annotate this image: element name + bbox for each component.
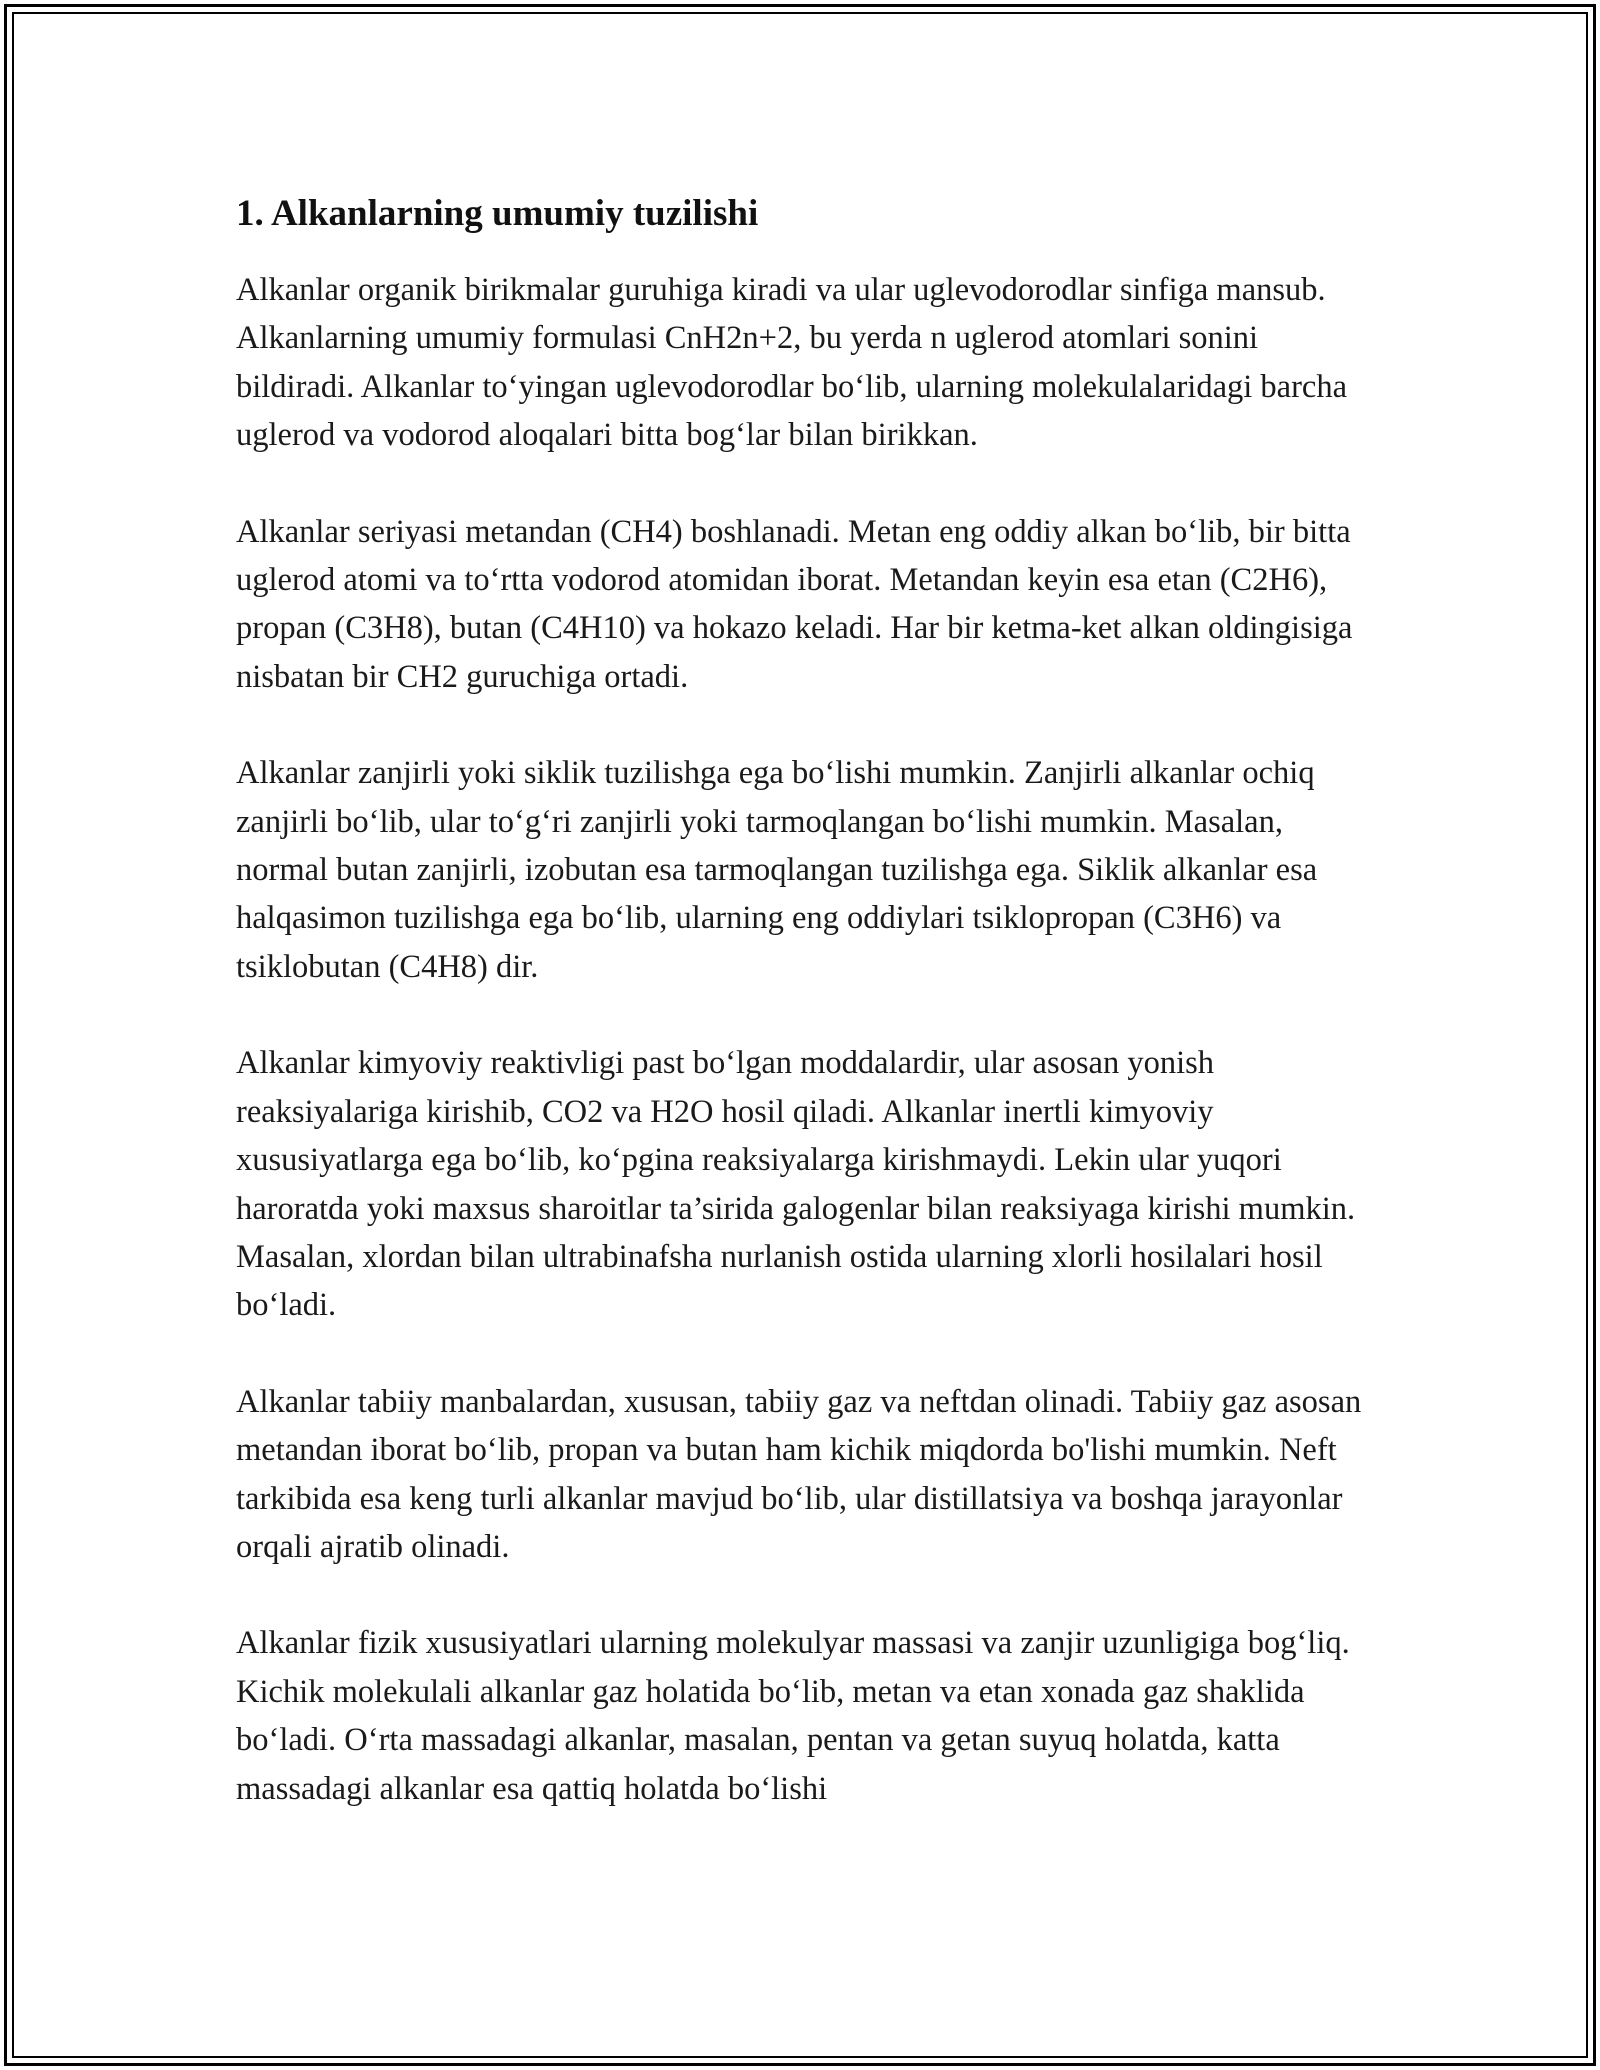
paragraph-series: Alkanlar seriyasi metandan (CH4) boshlanadi. Metan eng oddiy alkan bo‘lib, bir bitta uglerod atomi va to‘rtta vodorod atomidan iborat. Metandan keyin esa etan (C2H6), propan (C3H8), butan (C4H10) va hokazo keladi. Har bir ketma-ket alkan oldingisiga nisbatan bir CH2 guruchiga ortadi. [236, 513, 1353, 695]
paragraph-physical-properties: Alkanlar fizik xususiyatlari ularning molekulyar massasi va zanjir uzunligiga bog‘liq. Kichik molekulali alkanlar gaz holatida bo‘lib, metan va etan xonada gaz shaklida bo‘ladi. O‘rta massadagi alkanlar, masalan, pentan va getan suyuq holatda, katta massadagi alkanlar esa qattiq holatda bo‘lishi [236, 1625, 1350, 1807]
paragraph-definition: Alkanlar organik birikmalar guruhiga kiradi va ular uglevodorodlar sinfiga mansub. Alkanlarning umumiy formulasi CnH2n+2, bu yerda n uglerod atomlari sonini bildiradi. Alkanlar to‘yingan uglevodorodlar bo‘lib, ularning molekulalaridagi barcha uglerod va vodorod aloqalari bitta bog‘lar bilan birikkan. [236, 272, 1347, 454]
section-heading: 1. Alkanlarning umumiy tuzilishi [236, 193, 759, 234]
paragraph-reactivity: Alkanlar kimyoviy reaktivligi past bo‘lgan moddalardir, ular asosan yonish reaksiyalariga kirishib, CO2 va H2O hosil qiladi. Alkanlar inertli kimyoviy xususiyatlarga ega bo‘lib, ko‘pgina reaksiyalarga kirishmaydi. Lekin ular yuqori haroratda yoki maxsus sharoitlar ta’sirida galogenlar bilan reaksiyaga kirishi mumkin. Masalan, xlordan bilan ultrabinafsha nurlanish ostida ularning xlorli hosilalari hosil bo‘ladi. [236, 1045, 1356, 1324]
document-body [236, 188, 1366, 1861]
paragraph-structure: Alkanlar zanjirli yoki siklik tuzilishga ega bo‘lishi mumkin. Zanjirli alkanlar ochiq zanjirli bo‘lib, ular to‘g‘ri zanjirli yoki tarmoqlangan bo‘lishi mumkin. Masalan, normal butan zanjirli, izobutan esa tarmoqlangan tuzilishga ega. Siklik alkanlar esa halqasimon tuzilishga ega bo‘lib, ularning eng oddiylari tsiklopropan (C3H6) va tsiklobutan (C4H8) dir. [236, 755, 1318, 985]
paragraph-sources: Alkanlar tabiiy manbalardan, xususan, tabiiy gaz va neftdan olinadi. Tabiiy gaz asosan metandan iborat bo‘lib, propan va butan ham kichik miqdorda bo'lishi mumkin. Neft tarkibida esa keng turli alkanlar mavjud bo‘lib, ular distillatsiya va boshqa jarayonlar orqali ajratib olinadi. [236, 1383, 1362, 1565]
